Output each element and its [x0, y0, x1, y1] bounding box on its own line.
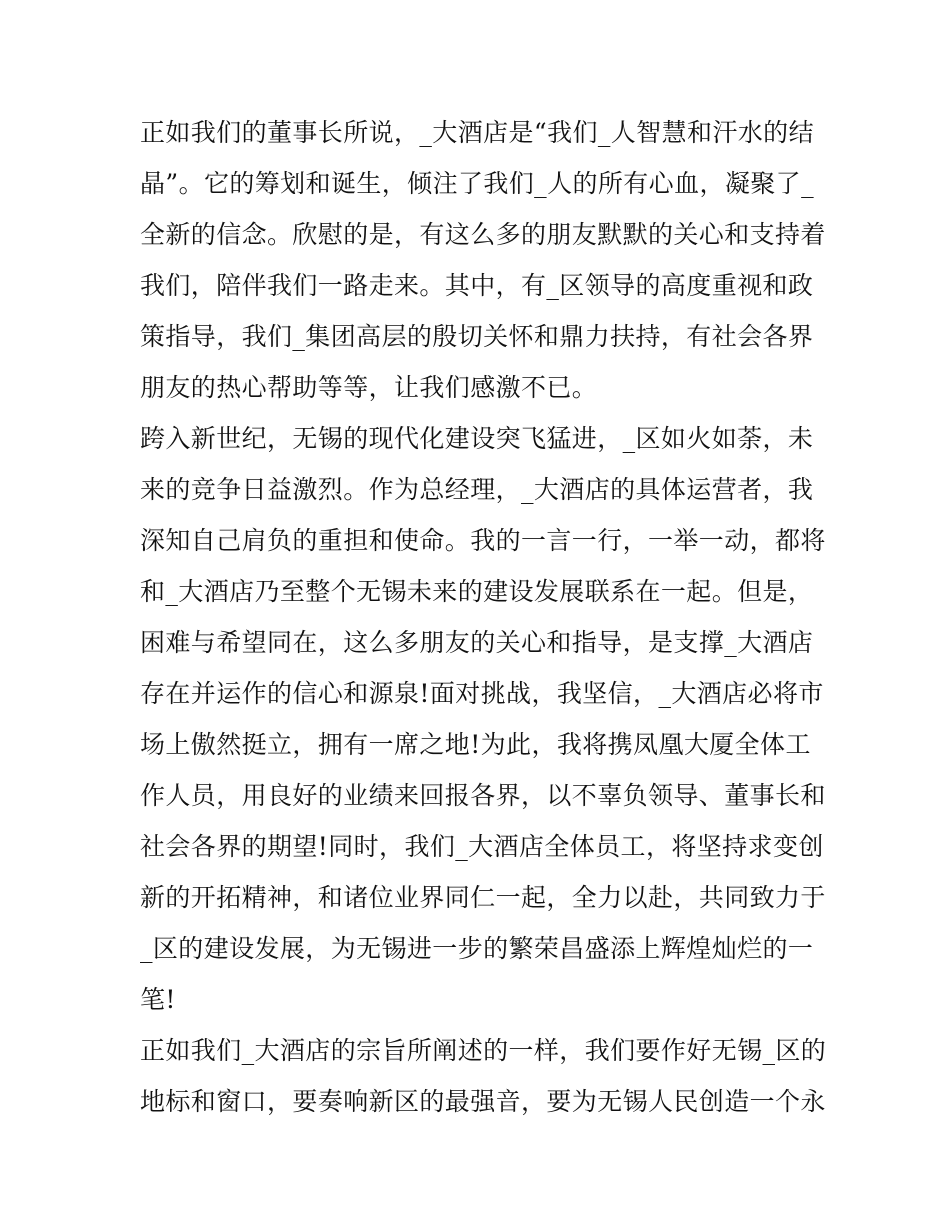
text-line: 存在并运作的信心和源泉!面对挑战，我坚信，_大酒店必将市	[140, 679, 824, 708]
text-line: 策指导，我们_集团高层的殷切关怀和鼎力扶持，有社会各界	[140, 322, 814, 351]
text-line: _区的建设发展，为无锡进一步的繁荣昌盛添上辉煌灿烂的一	[140, 934, 814, 963]
text-line: 正如我们_大酒店的宗旨所阐述的一样，我们要作好无锡_区的	[140, 1036, 827, 1065]
text-line: 地标和窗口，要奏响新区的最强音，要为无锡人民创造一个永	[140, 1087, 826, 1116]
text-line: 跨入新世纪，无锡的现代化建设突飞猛进，_区如火如荼，未	[140, 424, 814, 453]
body-text	[140, 107, 827, 1127]
text-line: 来的竞争日益激烈。作为总经理，_大酒店的具体运营者，我	[140, 475, 814, 504]
text-line: 新的开拓精神，和诸位业界同仁一起，全力以赴，共同致力于	[140, 883, 826, 912]
text-line: 场上傲然挺立，拥有一席之地!为此，我将携凤凰大厦全体工	[140, 730, 811, 759]
text-line: 和_大酒店乃至整个无锡未来的建设发展联系在一起。但是，	[140, 577, 814, 606]
text-line: 晶”。它的筹划和诞生，倾注了我们_人的所有心血，凝聚了_	[140, 169, 814, 198]
text-line: 笔!	[140, 985, 176, 1014]
text-line: 朋友的热心帮助等等，让我们感激不已。	[140, 373, 598, 402]
text-line: 作人员，用良好的业绩来回报各界，以不辜负领导、董事长和	[140, 781, 826, 810]
text-line: 困难与希望同在，这么多朋友的关心和指导，是支撑_大酒店	[140, 628, 814, 657]
text-line: 我们，陪伴我们一路走来。其中，有_区领导的高度重视和政	[140, 271, 814, 300]
text-line: 社会各界的期望!同时，我们_大酒店全体员工，将坚持求变创	[140, 832, 824, 861]
text-line: 深知自己肩负的重担和使命。我的一言一行，一举一动，都将	[140, 526, 826, 555]
text-line: 全新的信念。欣慰的是，有这么多的朋友默默的关心和支持着	[140, 220, 826, 249]
text-line: 正如我们的董事长所说，_大酒店是“我们_人智慧和汗水的结	[140, 118, 814, 147]
